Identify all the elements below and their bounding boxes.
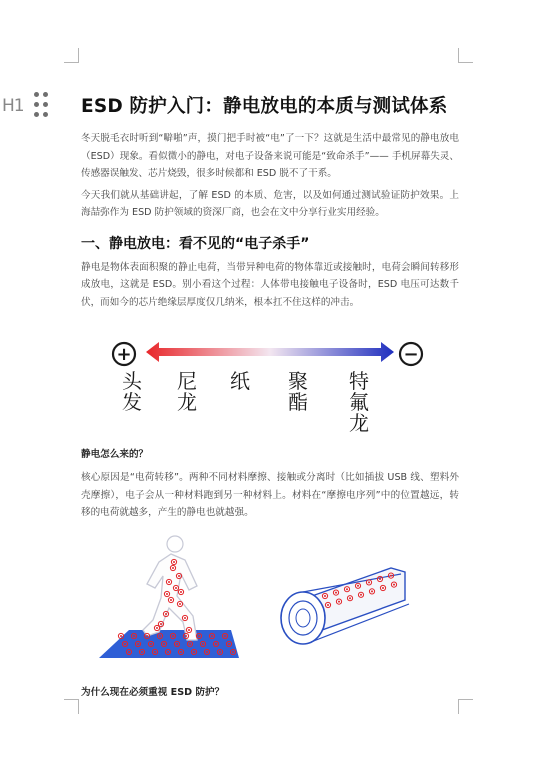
carpet-charge-core-7 <box>211 635 213 637</box>
carpet-charge-core-17 <box>228 643 230 645</box>
section-heading-1[interactable]: 一、静电放电：看不见的“电子杀手” <box>81 235 310 252</box>
carpet-charge-core-11 <box>150 643 152 645</box>
roll-charge-core-3 <box>357 584 359 586</box>
plus-symbol: + <box>116 344 132 365</box>
carpet-charge-core-9 <box>124 643 126 645</box>
carpet-charge-core-16 <box>215 643 217 645</box>
carpet-charge-core-22 <box>180 651 182 653</box>
carpet-charge-core-23 <box>193 651 195 653</box>
roll-charge-core-12 <box>382 587 384 589</box>
roll-charge-core-9 <box>349 597 351 599</box>
person-charge-core-3 <box>175 587 177 589</box>
roll-charge-core-10 <box>360 593 362 595</box>
roll-charge-core-1 <box>335 591 337 593</box>
material-labels <box>122 369 369 435</box>
material-label-4: 特氟龙 <box>349 369 369 435</box>
material-label-3: 聚酯 <box>288 369 308 414</box>
carpet-charge-core-2 <box>146 635 148 637</box>
crop-mark-top-left <box>64 48 79 63</box>
person-charge-core-6 <box>165 613 167 615</box>
person-charge-core-8 <box>160 623 162 625</box>
carpet-charge-core-1 <box>133 635 135 637</box>
material-label-2: 纸 <box>230 369 250 393</box>
intro-paragraph-1[interactable]: 冬天脱毛衣时听到“噼啪”声，摸门把手时被“电”了一下？这就是生活中最常见的静电放电（ESD）现象。看似微小的静电，对电子设备来说可能是“致命杀手”—— 手机屏幕失灵、传感器误触发、芯片烧毁，很多时候都和 ESD 脱不了干系。 <box>81 133 459 179</box>
document-body <box>81 92 459 701</box>
carpet-charge-core-6 <box>198 635 200 637</box>
block-drag-handle-icon[interactable] <box>33 92 51 120</box>
roll-charge-core-6 <box>390 574 392 576</box>
static-generation-illustration[interactable] <box>81 530 459 680</box>
person-charge-core-7 <box>184 617 186 619</box>
roll-charge-core-7 <box>327 604 329 606</box>
carpet-charge-core-15 <box>202 643 204 645</box>
roll-charge-core-4 <box>368 581 370 583</box>
carpet-charge-core-10 <box>137 643 139 645</box>
minus-pole-icon <box>400 343 422 365</box>
crop-mark-top-right <box>458 48 473 63</box>
roll-charge-core-5 <box>379 578 381 580</box>
minus-symbol: − <box>403 344 419 365</box>
carpet-charge-core-0 <box>120 635 122 637</box>
material-label-1: 尼龙 <box>177 369 197 414</box>
intro-paragraph-2[interactable]: 今天我们就从基础讲起，了解 ESD 的本质、危害，以及如何通过测试验证防护效果。上海喆弥作为 ESD 防护领域的资深厂商，也会在文中分享行业实用经验。 <box>81 189 459 218</box>
crop-mark-bottom-left <box>64 699 79 714</box>
person-charge-core-1 <box>178 575 180 577</box>
person-charge-core-13 <box>173 561 175 563</box>
carpet-charge-core-25 <box>219 651 221 653</box>
carpet-charge-core-21 <box>167 651 169 653</box>
carpet-charge-core-18 <box>128 651 130 653</box>
person-charge-core-2 <box>168 581 170 583</box>
heading-level-marker[interactable]: H1 <box>2 96 24 116</box>
walking-person-icon <box>99 536 239 658</box>
crop-mark-bottom-right <box>458 699 473 714</box>
person-charge-core-0 <box>172 567 174 569</box>
person-charge-core-10 <box>156 627 158 629</box>
person-charge-core-12 <box>166 593 168 595</box>
person-charge-core-5 <box>179 603 181 605</box>
person-charge-core-9 <box>188 629 190 631</box>
material-label-0: 头发 <box>122 369 142 414</box>
carpet-charge-core-3 <box>159 635 161 637</box>
section1-paragraph[interactable]: 静电是物体表面积聚的静止电荷，当带异种电荷的物体靠近或接触时，电荷会瞬间转移形成放电，这就是 ESD。别小看这个过程：人体带电接触电子设备时，ESD 电压可达数千伏，而如今的芯片绝缘层厚度仅几纳米，根本扛不住这样的冲击。 <box>81 261 459 308</box>
carpet-charge-core-26 <box>232 651 234 653</box>
roll-charge-core-11 <box>371 590 373 592</box>
charge-direction-arrow <box>146 342 394 362</box>
person-charge-core-4 <box>170 599 172 601</box>
origin-paragraph[interactable]: 核心原因是“电荷转移”。两种不同材料摩擦、接触或分离时（比如插拔 USB 线、塑料外壳摩擦），电子会从一种材料跑到另一种材料上。材料在“摩擦电序列”中的位置越远，转移的电荷就越多，产生的静电也就越强。 <box>81 472 459 518</box>
carpet-charge-core-14 <box>189 643 191 645</box>
roll-charge-core-8 <box>338 600 340 602</box>
carpet-charge-core-24 <box>206 651 208 653</box>
carpet-charge-core-4 <box>172 635 174 637</box>
person-charge-core-11 <box>180 591 182 593</box>
carpet-charge-core-5 <box>185 635 187 637</box>
triboelectric-series-figure[interactable] <box>81 316 459 440</box>
roll-charge-core-2 <box>346 588 348 590</box>
subheading-why[interactable]: 为什么现在必须重视 ESD 防护？ <box>81 686 225 698</box>
triboelectric-series-diagram <box>81 316 459 440</box>
roll-charge-core-13 <box>393 583 395 585</box>
carpet-charge-core-13 <box>176 643 178 645</box>
plus-pole-icon <box>113 343 135 365</box>
carpet-charge-core-19 <box>141 651 143 653</box>
film-roll-icon <box>281 568 409 644</box>
carpet-charge-core-20 <box>154 651 156 653</box>
roll-charge-core-0 <box>324 595 326 597</box>
page-title[interactable]: ESD 防护入门：静电放电的本质与测试体系 <box>81 96 448 117</box>
subheading-origin[interactable]: 静电怎么来的？ <box>81 449 149 460</box>
carpet-charge-core-12 <box>163 643 165 645</box>
carpet-charge-core-8 <box>224 635 226 637</box>
